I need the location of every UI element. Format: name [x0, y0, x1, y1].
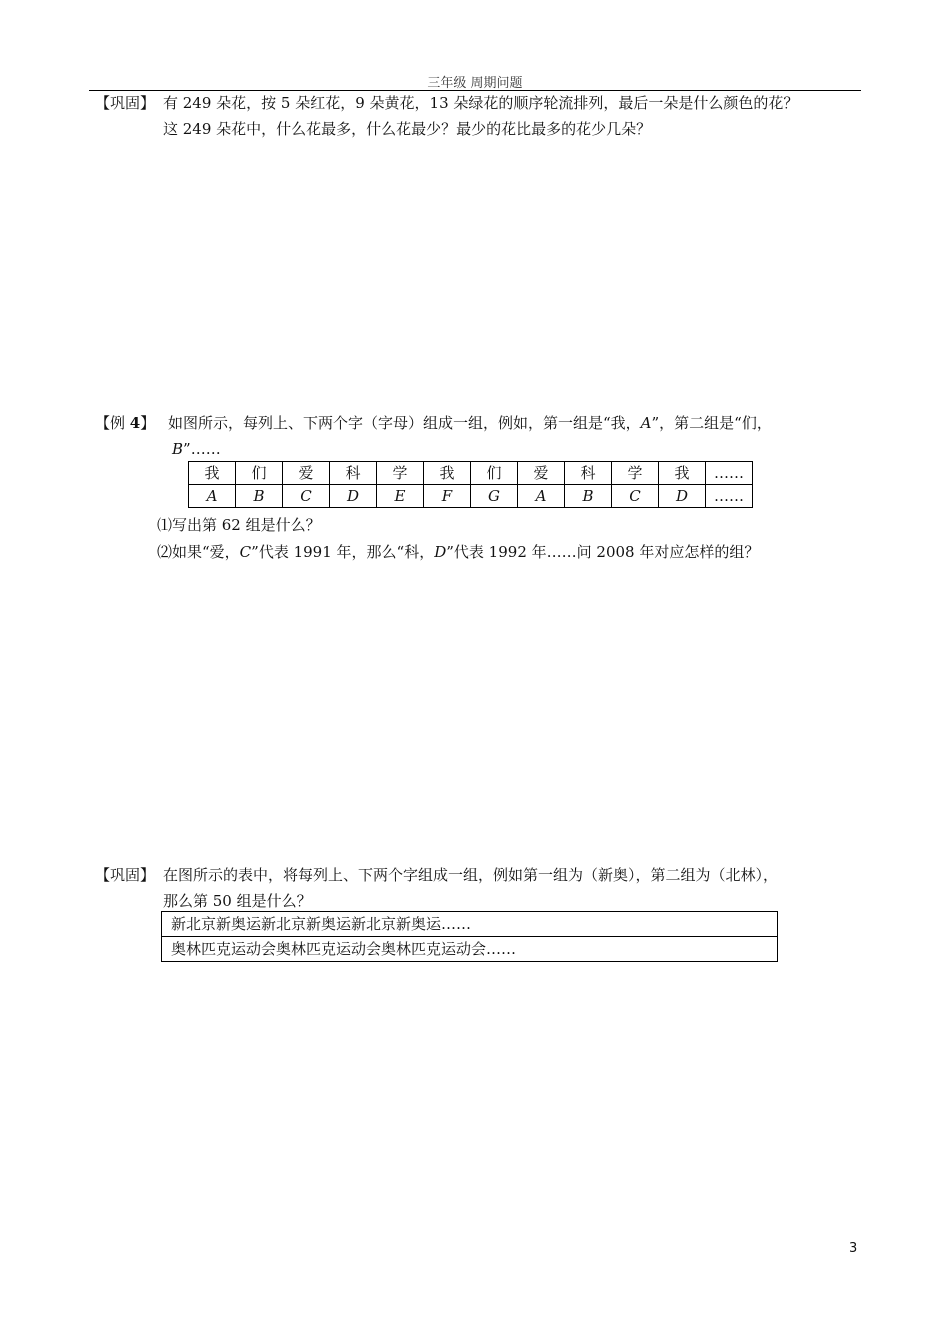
- question-2-part-b: ”代表 1991 年，那么“科，: [251, 543, 435, 561]
- cycle-cell: 我: [189, 462, 236, 485]
- cycle-cell: 科: [565, 462, 612, 485]
- cycle-cell: 我: [424, 462, 471, 485]
- consolidation-2-text: [163, 862, 875, 914]
- example-4-tag-open: 【例: [95, 414, 130, 432]
- consolidation-1: [95, 90, 875, 150]
- example-4-tag: [95, 410, 155, 436]
- cycle-cell: 们: [236, 462, 283, 485]
- page-header: 三年级 周期问题: [427, 76, 523, 91]
- example-4-variable-a: A: [640, 414, 652, 432]
- question-2-variable-d: D: [434, 543, 447, 561]
- cycle-table-bottom-row: [189, 485, 753, 508]
- example-4-line-2: [172, 436, 875, 462]
- example-4: [95, 410, 875, 462]
- cycle-cell: 学: [612, 462, 659, 485]
- cycle-cell: B: [565, 485, 612, 508]
- consolidation-2-tag: 【巩固】: [95, 866, 156, 884]
- cycle-cell: D: [659, 485, 706, 508]
- cycle-cell: D: [330, 485, 377, 508]
- cycle-cell: 们: [471, 462, 518, 485]
- cycle-table-top-row: [189, 462, 753, 485]
- olympics-table-row-1: [162, 912, 778, 937]
- consolidation-2: [95, 862, 875, 914]
- olympics-row-top: 新北京新奥运新北京新奥运新北京新奥运……: [162, 912, 778, 937]
- consolidation-1-text: [163, 90, 875, 142]
- cycle-cell: 爱: [283, 462, 330, 485]
- cycle-cell: 科: [330, 462, 377, 485]
- consolidation-1-line-1: 有 249 朵花，按 5 朵红花，9 朵黄花，13 朵绿花的顺序轮流排列，最后一朵是什么颜色的花？: [163, 94, 799, 112]
- cycle-cell: F: [424, 485, 471, 508]
- question-2-part-a: ⑵如果“爱，: [157, 543, 240, 561]
- cycle-cell: C: [612, 485, 659, 508]
- cycle-cell: 爱: [518, 462, 565, 485]
- cycle-cell: C: [283, 485, 330, 508]
- example-4-tag-number: 4: [129, 414, 141, 432]
- cycle-cell: A: [189, 485, 236, 508]
- consolidation-2-line-2: 那么第 50 组是什么？: [163, 892, 312, 910]
- olympics-row-bottom: 奥林匹克运动会奥林匹克运动会奥林匹克运动会……: [162, 937, 778, 962]
- page-number: 3: [849, 1241, 858, 1256]
- example-4-line-2-part-b: ”……: [183, 440, 221, 458]
- cycle-cell: B: [236, 485, 283, 508]
- consolidation-2-line-1: 在图所示的表中，将每列上、下两个字组成一组，例如第一组为（新奥），第二组为（北林），: [163, 866, 779, 884]
- olympics-table-row-2: [162, 937, 778, 962]
- cycle-cell: G: [471, 485, 518, 508]
- example-4-line-1: [168, 410, 875, 436]
- cycle-cell: ……: [706, 485, 753, 508]
- cycle-table: [188, 461, 753, 508]
- question-2-variable-c: C: [239, 543, 252, 561]
- example-4-text: [168, 410, 875, 462]
- question-2-part-c: ”代表 1992 年……问 2008 年对应怎样的组？: [446, 543, 760, 561]
- cycle-cell: ……: [706, 462, 753, 485]
- consolidation-1-line-2: 这 249 朵花中，什么花最多，什么花最少？最少的花比最多的花少几朵？: [163, 120, 652, 138]
- cycle-cell: 我: [659, 462, 706, 485]
- example-4-line-1-part-b: ”，第二组是“们，: [651, 414, 772, 432]
- question-2: [157, 541, 759, 562]
- cycle-cell: E: [377, 485, 424, 508]
- question-1: ⑴写出第 62 组是什么？: [157, 516, 321, 534]
- consolidation-1-tag: 【巩固】: [95, 94, 156, 112]
- cycle-cell: A: [518, 485, 565, 508]
- example-4-line-1-part-a: 如图所示，每列上、下两个字（字母）组成一组，例如，第一组是“我，: [168, 414, 641, 432]
- example-4-tag-close: 】: [140, 414, 156, 432]
- example-4-variable-b: B: [172, 440, 184, 458]
- olympics-table: [161, 911, 778, 962]
- cycle-cell: 学: [377, 462, 424, 485]
